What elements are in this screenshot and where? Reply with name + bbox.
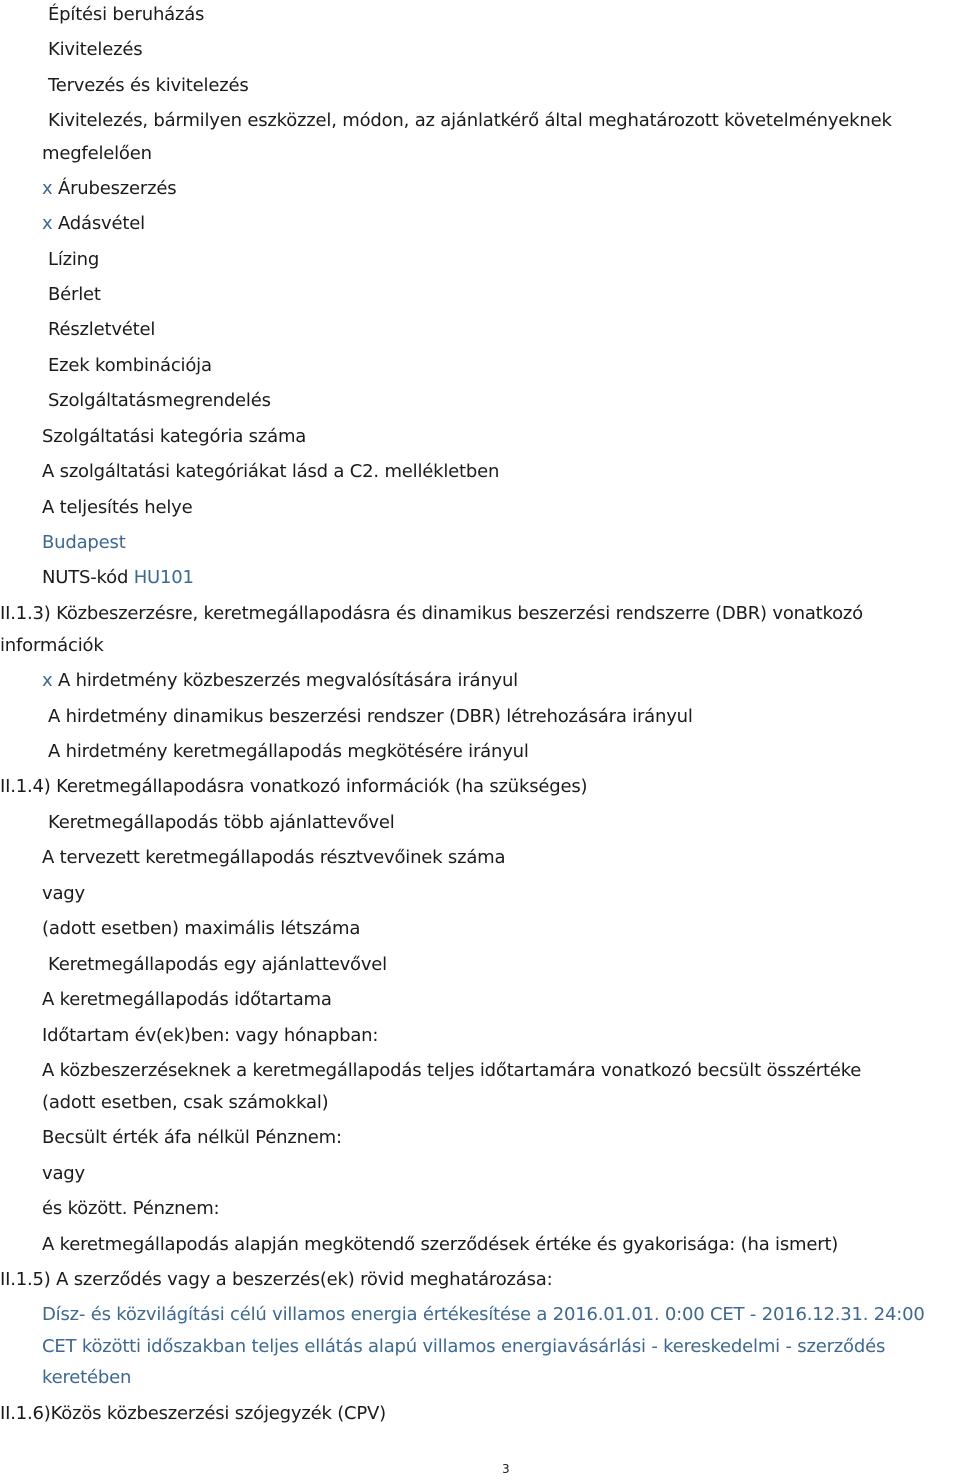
nuts-kod-label: NUTS-kód [42,567,129,588]
option-arubeszerzes [42,178,176,200]
page-number: 3 [502,1462,510,1476]
option-kivitelezes-kovetelmenyek: Kivitelezés, bármilyen eszközzel, módon, az ajánlatkérő által meghatározott követelményeknek [48,110,892,131]
option-label: Árubeszerzés [57,178,177,199]
idotartam-label: A keretmegállapodás időtartama [42,989,332,1010]
szolgaltatasi-kategoria-note: A szolgáltatási kategóriákat lásd a C2. mellékletben [42,461,500,482]
becsult-osszertek-label-cont: (adott esetben, csak számokkal) [42,1092,329,1113]
section-heading-ii-1-3: II.1.3) Közbeszerzésre, keretmegállapodásra és dinamikus beszerzési rendszerre (DBR) vonatkozó [0,603,863,624]
option-kivitelezes-kovetelmenyek-cont: megfelelően [42,143,152,164]
option-tervezes-es-kivitelezes: Tervezés és kivitelezés [48,75,249,96]
rovid-meghatarozas-value: Dísz- és közvilágítási célú villamos energia értékesítése a 2016.01.01. 0:00 CET - 2016.12.31. 24:00 [42,1304,925,1325]
option-tobb-ajanlattevo: Keretmegállapodás több ajánlattevővel [48,812,395,833]
option-lizing: Lízing [48,249,100,270]
option-label: Adásvétel [57,213,145,234]
option-keretmegallapodas-megkotes: A hirdetmény keretmegállapodás megkötésére irányul [48,741,529,762]
option-kozbeszerzes-megvalositas [42,670,518,692]
becsult-osszertek-label: A közbeszerzéseknek a keretmegállapodás teljes időtartamára vonatkozó becsült összértéke [42,1060,862,1081]
vagy-text: vagy [42,883,85,904]
section-heading-ii-1-6: II.1.6)Közös közbeszerzési szójegyzék (CPV) [0,1403,386,1424]
es-kozott-label: és között. Pénznem: [42,1198,220,1219]
rovid-meghatarozas-value-end: keretében [42,1367,132,1388]
resztvevok-szama-label: A tervezett keretmegállapodás résztvevőinek száma [42,847,506,868]
teljesites-helye-label: A teljesítés helye [42,497,193,518]
szerzodesek-erteke-label: A keretmegállapodás alapján megkötendő szerződések értéke és gyakorisága: (ha ismert) [42,1234,839,1255]
section-heading-ii-1-3-cont: információk [0,635,104,656]
becsult-ertek-label: Becsült érték áfa nélkül Pénznem: [42,1127,342,1148]
teljesites-helye-value: Budapest [42,532,126,553]
option-kivitelezes: Kivitelezés [48,39,143,60]
checked-mark: x [42,213,53,234]
option-reszletvetel: Részletvétel [48,319,156,340]
nuts-kod [42,567,194,589]
checked-mark: x [42,178,53,199]
option-ezek-kombinacioja: Ezek kombinációja [48,355,212,376]
option-egy-ajanlattevo: Keretmegállapodás egy ajánlattevővel [48,954,387,975]
option-label: A hirdetmény közbeszerzés megvalósítására irányul [57,670,518,691]
idotartam-value-label: Időtartam év(ek)ben: vagy hónapban: [42,1025,379,1046]
nuts-kod-value: HU101 [133,567,194,588]
option-epitesi-beruhazas: Építési beruházás [48,4,205,25]
vagy-text: vagy [42,1163,85,1184]
section-heading-ii-1-4: II.1.4) Keretmegállapodásra vonatkozó információk (ha szükséges) [0,776,588,797]
section-heading-ii-1-5: II.1.5) A szerződés vagy a beszerzés(ek) rövid meghatározása: [0,1269,553,1290]
rovid-meghatarozas-value-cont: CET közötti időszakban teljes ellátás alapú villamos energiavásárlási - kereskedelmi - szerződés [42,1336,886,1357]
szolgaltatasi-kategoria-label: Szolgáltatási kategória száma [42,426,307,447]
option-adasvetel [42,213,145,235]
option-dbr-letrehozas: A hirdetmény dinamikus beszerzési rendszer (DBR) létrehozására irányul [48,706,693,727]
option-berlet: Bérlet [48,284,101,305]
checked-mark: x [42,670,53,691]
option-szolgaltatasmegrendeles: Szolgáltatásmegrendelés [48,390,271,411]
maximalis-letszam-label: (adott esetben) maximális létszáma [42,918,361,939]
